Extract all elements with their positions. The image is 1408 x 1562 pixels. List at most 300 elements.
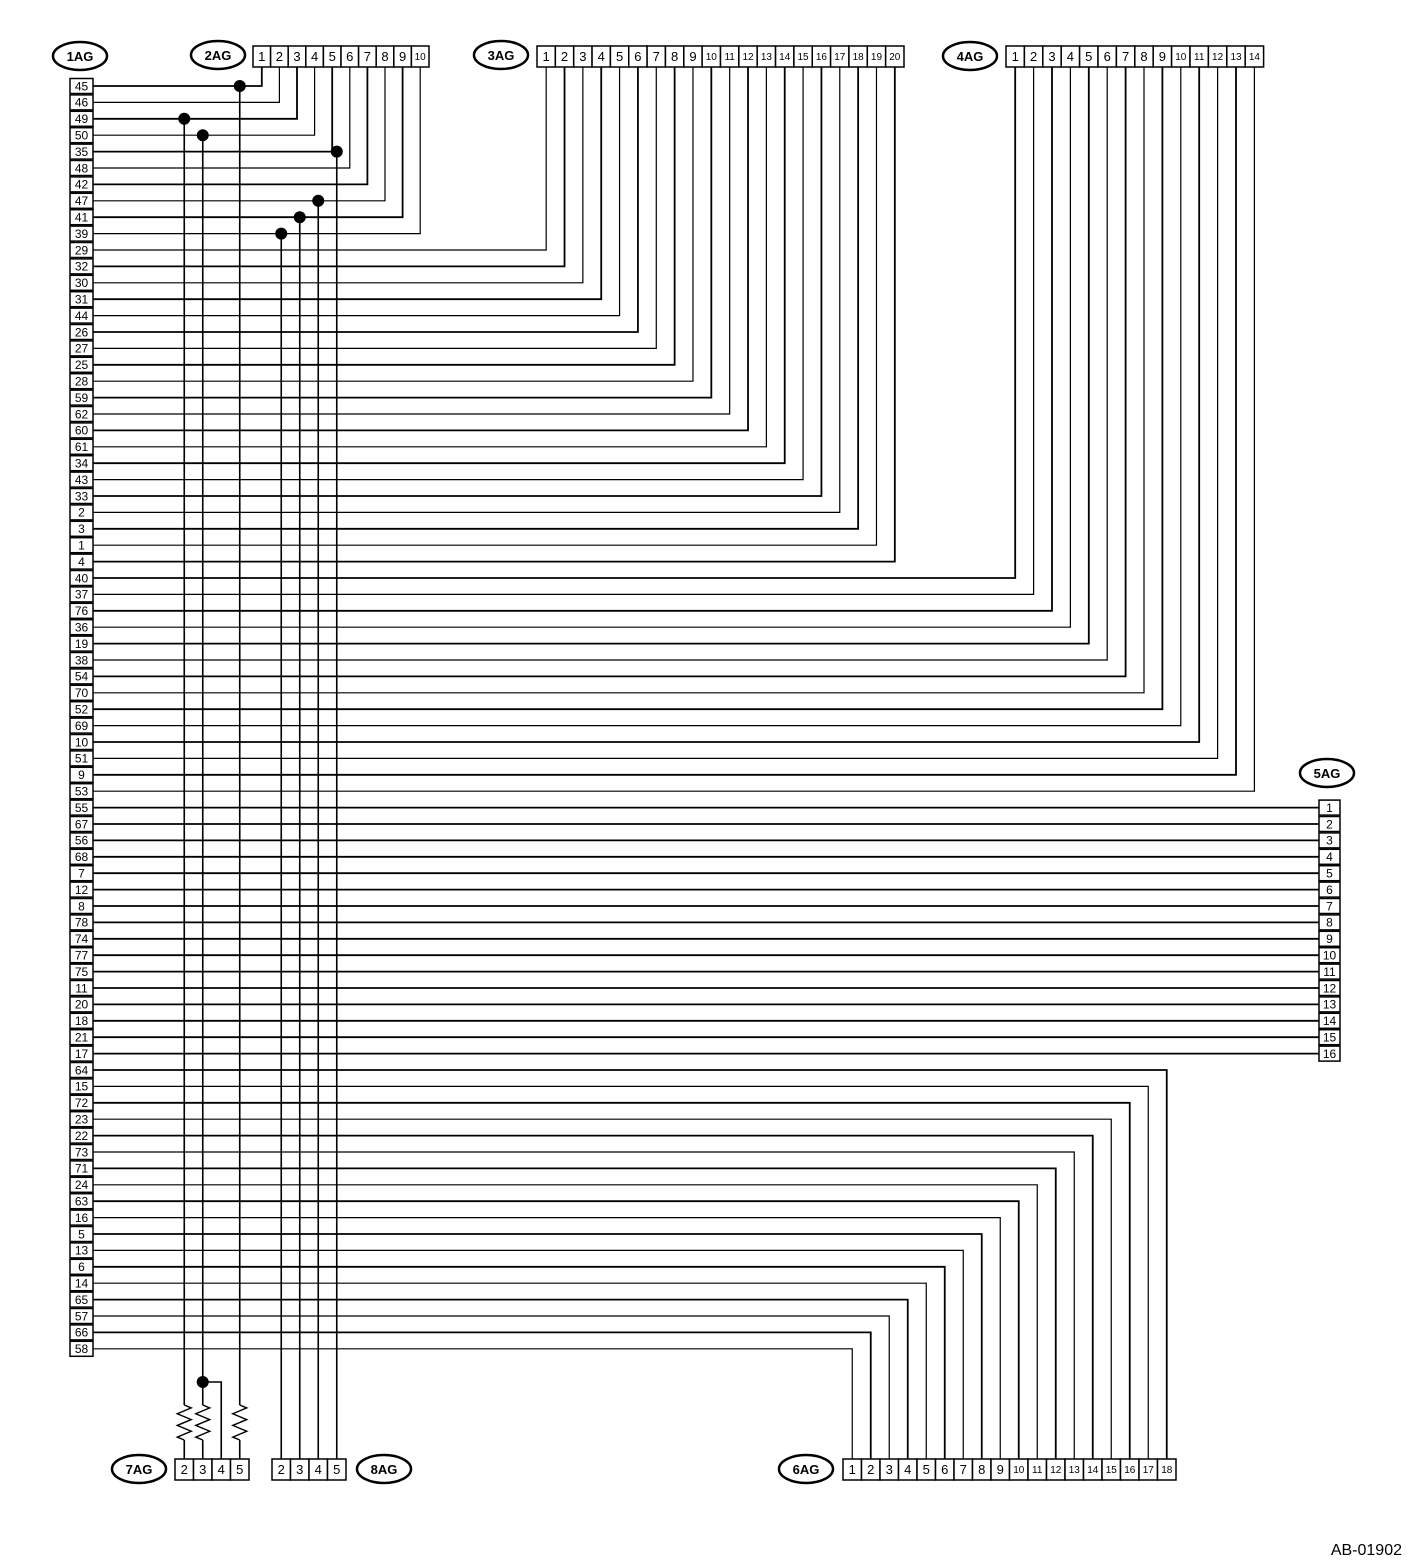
wires bbox=[93, 67, 1319, 1459]
pin-4ag-1 bbox=[1006, 46, 1024, 67]
pin-3ag-1 bbox=[537, 46, 555, 67]
svg-text:19: 19 bbox=[870, 52, 883, 64]
svg-text:67: 67 bbox=[74, 817, 89, 832]
svg-text:10: 10 bbox=[1175, 52, 1187, 64]
splice-dot-45 bbox=[234, 80, 246, 92]
pin-1ag-4 bbox=[70, 554, 93, 569]
svg-text:3: 3 bbox=[78, 522, 85, 537]
wire-1ag-42-2ag-7 bbox=[93, 67, 367, 184]
pin-2ag-1 bbox=[253, 46, 271, 67]
pin-4ag-2 bbox=[1024, 46, 1042, 67]
wire-1ag-15-6ag-17 bbox=[93, 1086, 1148, 1459]
svg-text:51: 51 bbox=[74, 751, 89, 766]
pin-3ag-2 bbox=[555, 46, 573, 67]
pin-4ag-9 bbox=[1153, 46, 1171, 67]
svg-text:5: 5 bbox=[333, 1462, 341, 1478]
splice-dot-41 bbox=[294, 211, 306, 223]
pin-8ag-3 bbox=[291, 1459, 310, 1480]
pin-8ag-5 bbox=[328, 1459, 347, 1480]
pin-1ag-28 bbox=[70, 374, 93, 389]
svg-text:66: 66 bbox=[74, 1325, 89, 1340]
svg-text:41: 41 bbox=[74, 210, 89, 225]
svg-text:9: 9 bbox=[398, 49, 407, 65]
svg-text:8: 8 bbox=[381, 49, 389, 65]
svg-text:56: 56 bbox=[74, 833, 89, 848]
svg-text:52: 52 bbox=[74, 702, 89, 717]
svg-text:40: 40 bbox=[74, 571, 89, 586]
connector-4ag-label bbox=[943, 42, 997, 70]
svg-text:24: 24 bbox=[74, 1178, 89, 1193]
svg-text:14: 14 bbox=[1248, 52, 1260, 64]
wire-1ag-72-6ag-16 bbox=[93, 1103, 1130, 1459]
pin-1ag-53 bbox=[70, 784, 93, 799]
svg-text:5AG: 5AG bbox=[1313, 766, 1341, 781]
svg-text:75: 75 bbox=[74, 964, 89, 979]
svg-text:15: 15 bbox=[1322, 1030, 1337, 1045]
pin-1ag-78 bbox=[70, 915, 93, 930]
svg-text:49: 49 bbox=[74, 112, 89, 127]
wire-1ag-25-3ag-8 bbox=[93, 67, 675, 365]
pin-1ag-46 bbox=[70, 95, 93, 110]
svg-text:69: 69 bbox=[74, 718, 89, 733]
pin-1ag-1 bbox=[70, 538, 93, 553]
connector-1ag-label bbox=[53, 42, 107, 70]
pin-1ag-43 bbox=[70, 472, 93, 487]
splice-dot-47 bbox=[312, 195, 324, 207]
svg-text:65: 65 bbox=[74, 1292, 89, 1307]
svg-text:3: 3 bbox=[1048, 49, 1056, 65]
svg-text:16: 16 bbox=[1124, 1465, 1136, 1477]
wire-1ag-1-3ag-19 bbox=[93, 67, 876, 545]
wire-1ag-29-3ag-1 bbox=[93, 67, 546, 250]
svg-text:46: 46 bbox=[74, 95, 89, 110]
svg-text:62: 62 bbox=[74, 407, 89, 422]
pin-1ag-24 bbox=[70, 1177, 93, 1192]
pin-1ag-74 bbox=[70, 931, 93, 946]
svg-text:70: 70 bbox=[74, 686, 89, 701]
svg-text:17: 17 bbox=[74, 1046, 89, 1061]
svg-text:1: 1 bbox=[1011, 49, 1019, 65]
pin-5ag-8 bbox=[1319, 915, 1340, 930]
svg-text:1AG: 1AG bbox=[66, 49, 94, 64]
svg-text:72: 72 bbox=[74, 1096, 89, 1111]
wire-1ag-16-6ag-9 bbox=[93, 1218, 1000, 1459]
svg-text:55: 55 bbox=[74, 800, 89, 815]
splice-dot-39 bbox=[275, 228, 287, 240]
pin-1ag-33 bbox=[70, 489, 93, 504]
pin-4ag-14 bbox=[1245, 46, 1263, 67]
splice-dot-50 bbox=[197, 129, 209, 141]
svg-text:17: 17 bbox=[1142, 1465, 1154, 1477]
pin-6ag-16 bbox=[1121, 1459, 1140, 1480]
svg-text:2: 2 bbox=[1029, 49, 1038, 65]
svg-text:4AG: 4AG bbox=[956, 49, 984, 64]
pin-1ag-17 bbox=[70, 1046, 93, 1061]
pin-1ag-9 bbox=[70, 767, 93, 782]
svg-text:6: 6 bbox=[346, 49, 354, 65]
resistor-7ag-2 bbox=[177, 1405, 191, 1440]
wire-1ag-49-2ag-3 bbox=[93, 67, 297, 119]
svg-text:78: 78 bbox=[74, 915, 89, 930]
svg-text:12: 12 bbox=[742, 52, 754, 64]
wire-1ag-52-4ag-9 bbox=[93, 67, 1162, 709]
pin-6ag-3 bbox=[880, 1459, 899, 1480]
pin-6ag-1 bbox=[843, 1459, 862, 1480]
pin-4ag-8 bbox=[1135, 46, 1153, 67]
pin-1ag-48 bbox=[70, 161, 93, 176]
svg-text:4: 4 bbox=[217, 1462, 225, 1478]
svg-text:5: 5 bbox=[78, 1227, 85, 1242]
svg-text:11: 11 bbox=[75, 981, 88, 996]
pin-1ag-59 bbox=[70, 390, 93, 405]
pin-5ag-3 bbox=[1319, 833, 1340, 848]
pin-1ag-3 bbox=[70, 521, 93, 536]
svg-text:6: 6 bbox=[1103, 49, 1111, 65]
pin-1ag-68 bbox=[70, 849, 93, 864]
pin-5ag-9 bbox=[1319, 931, 1340, 946]
connector-7ag-label bbox=[112, 1455, 166, 1483]
figure-code: AB-01902 bbox=[1330, 1542, 1402, 1559]
svg-text:11: 11 bbox=[1194, 52, 1205, 64]
pin-5ag-16 bbox=[1319, 1046, 1340, 1061]
pin-6ag-15 bbox=[1102, 1459, 1121, 1480]
pin-1ag-50 bbox=[70, 128, 93, 143]
pin-1ag-52 bbox=[70, 702, 93, 717]
svg-text:8: 8 bbox=[1326, 915, 1333, 930]
wire-1ag-19-4ag-5 bbox=[93, 67, 1089, 644]
connector-6ag-label bbox=[779, 1455, 833, 1483]
svg-text:1: 1 bbox=[258, 49, 266, 65]
svg-text:7: 7 bbox=[1121, 49, 1130, 65]
pin-5ag-1 bbox=[1319, 800, 1340, 815]
splice-dot-49 bbox=[178, 113, 190, 125]
connector-5ag-label bbox=[1300, 759, 1354, 787]
wire-1ag-34-3ag-14 bbox=[93, 67, 785, 463]
svg-text:61: 61 bbox=[74, 440, 89, 455]
pin-6ag-5 bbox=[917, 1459, 936, 1480]
svg-text:44: 44 bbox=[74, 308, 89, 323]
svg-text:14: 14 bbox=[1087, 1465, 1099, 1477]
pin-6ag-2 bbox=[862, 1459, 881, 1480]
pin-1ag-66 bbox=[70, 1325, 93, 1340]
wire-1ag-43-3ag-15 bbox=[93, 67, 803, 480]
svg-text:9: 9 bbox=[996, 1462, 1004, 1478]
pin-6ag-9 bbox=[991, 1459, 1010, 1480]
pin-2ag-10 bbox=[411, 46, 429, 67]
svg-text:2AG: 2AG bbox=[204, 48, 232, 63]
svg-text:77: 77 bbox=[74, 948, 89, 963]
svg-text:13: 13 bbox=[760, 52, 772, 64]
pin-4ag-11 bbox=[1190, 46, 1208, 67]
pin-1ag-26 bbox=[70, 325, 93, 340]
wire-1ag-26-3ag-6 bbox=[93, 67, 638, 332]
svg-text:23: 23 bbox=[74, 1112, 89, 1127]
pin-7ag-4 bbox=[212, 1459, 231, 1480]
pin-5ag-6 bbox=[1319, 882, 1340, 897]
svg-text:7: 7 bbox=[363, 49, 372, 65]
pin-6ag-6 bbox=[936, 1459, 955, 1480]
svg-text:53: 53 bbox=[74, 784, 89, 799]
resistor-7ag-3 bbox=[196, 1405, 210, 1440]
svg-text:8: 8 bbox=[978, 1462, 986, 1478]
pin-5ag-7 bbox=[1319, 899, 1340, 914]
pin-1ag-62 bbox=[70, 407, 93, 422]
svg-text:60: 60 bbox=[74, 423, 89, 438]
wire-1ag-64-6ag-18 bbox=[93, 1070, 1167, 1459]
svg-text:71: 71 bbox=[74, 1161, 89, 1176]
pin-3ag-15 bbox=[794, 46, 812, 67]
svg-text:15: 15 bbox=[74, 1079, 89, 1094]
pin-6ag-13 bbox=[1065, 1459, 1084, 1480]
pin-3ag-19 bbox=[867, 46, 885, 67]
pin-1ag-65 bbox=[70, 1292, 93, 1307]
pin-6ag-14 bbox=[1084, 1459, 1103, 1480]
svg-text:48: 48 bbox=[74, 161, 89, 176]
pin-4ag-6 bbox=[1098, 46, 1116, 67]
svg-text:13: 13 bbox=[1068, 1465, 1080, 1477]
svg-text:15: 15 bbox=[1105, 1465, 1117, 1477]
svg-text:35: 35 bbox=[74, 144, 89, 159]
pin-1ag-41 bbox=[70, 210, 93, 225]
pin-1ag-42 bbox=[70, 177, 93, 192]
svg-text:10: 10 bbox=[1322, 948, 1337, 963]
wire-1ag-9-4ag-13 bbox=[93, 67, 1236, 775]
wire-1ag-14-6ag-5 bbox=[93, 1283, 926, 1459]
svg-text:34: 34 bbox=[74, 456, 89, 471]
connector-8ag-label bbox=[357, 1455, 411, 1483]
connector-2ag-label bbox=[191, 41, 245, 69]
svg-text:3AG: 3AG bbox=[487, 48, 515, 63]
pin-1ag-32 bbox=[70, 259, 93, 274]
pin-1ag-39 bbox=[70, 226, 93, 241]
svg-text:22: 22 bbox=[74, 1128, 89, 1143]
pin-3ag-14 bbox=[776, 46, 794, 67]
svg-text:2: 2 bbox=[1326, 817, 1333, 832]
svg-text:18: 18 bbox=[74, 1014, 89, 1029]
pin-1ag-21 bbox=[70, 1030, 93, 1045]
svg-text:2: 2 bbox=[277, 1462, 285, 1478]
svg-text:4: 4 bbox=[1326, 850, 1333, 865]
pin-1ag-73 bbox=[70, 1145, 93, 1160]
pin-1ag-5 bbox=[70, 1227, 93, 1242]
wire-1ag-50-2ag-4 bbox=[93, 67, 315, 135]
pin-1ag-37 bbox=[70, 587, 93, 602]
wire-1ag-54-4ag-7 bbox=[93, 67, 1126, 676]
wire-1ag-37-4ag-2 bbox=[93, 67, 1034, 594]
svg-text:13: 13 bbox=[74, 1243, 89, 1258]
svg-text:59: 59 bbox=[74, 390, 89, 405]
svg-text:16: 16 bbox=[1322, 1046, 1337, 1061]
pin-6ag-8 bbox=[973, 1459, 992, 1480]
svg-text:11: 11 bbox=[724, 52, 735, 64]
svg-text:4: 4 bbox=[597, 49, 605, 65]
wire-1ag-27-3ag-7 bbox=[93, 67, 656, 348]
svg-text:58: 58 bbox=[74, 1342, 89, 1357]
svg-text:20: 20 bbox=[74, 997, 89, 1012]
pin-3ag-8 bbox=[665, 46, 683, 67]
pin-3ag-17 bbox=[831, 46, 849, 67]
pin-1ag-11 bbox=[70, 981, 93, 996]
svg-text:27: 27 bbox=[74, 341, 89, 356]
pin-2ag-7 bbox=[359, 46, 377, 67]
svg-text:73: 73 bbox=[74, 1145, 89, 1160]
svg-text:45: 45 bbox=[74, 79, 89, 94]
svg-text:38: 38 bbox=[74, 653, 89, 668]
svg-text:19: 19 bbox=[74, 636, 89, 651]
pin-1ag-25 bbox=[70, 357, 93, 372]
pin-3ag-10 bbox=[702, 46, 720, 67]
svg-text:18: 18 bbox=[1161, 1465, 1173, 1477]
wire-1ag-4-3ag-20 bbox=[93, 67, 895, 562]
pin-1ag-40 bbox=[70, 571, 93, 586]
pin-5ag-13 bbox=[1319, 997, 1340, 1012]
svg-text:4: 4 bbox=[78, 554, 85, 569]
svg-text:76: 76 bbox=[74, 604, 89, 619]
pin-5ag-4 bbox=[1319, 849, 1340, 864]
pin-1ag-12 bbox=[70, 882, 93, 897]
wire-1ag-48-2ag-6 bbox=[93, 67, 350, 168]
svg-text:2: 2 bbox=[560, 49, 569, 65]
pin-6ag-10 bbox=[1010, 1459, 1029, 1480]
pin-1ag-18 bbox=[70, 1013, 93, 1028]
pin-3ag-18 bbox=[849, 46, 867, 67]
svg-text:11: 11 bbox=[1032, 1465, 1043, 1477]
pin-1ag-44 bbox=[70, 308, 93, 323]
svg-text:50: 50 bbox=[74, 128, 89, 143]
svg-text:14: 14 bbox=[779, 52, 791, 64]
pin-6ag-17 bbox=[1139, 1459, 1158, 1480]
pin-1ag-30 bbox=[70, 275, 93, 290]
svg-text:12: 12 bbox=[1212, 52, 1224, 64]
svg-text:2: 2 bbox=[275, 49, 284, 65]
svg-text:47: 47 bbox=[74, 194, 89, 209]
pin-7ag-2 bbox=[175, 1459, 194, 1480]
svg-text:7: 7 bbox=[78, 866, 85, 881]
pin-1ag-36 bbox=[70, 620, 93, 635]
pin-1ag-22 bbox=[70, 1128, 93, 1143]
svg-text:3: 3 bbox=[296, 1462, 304, 1478]
svg-text:17: 17 bbox=[834, 52, 846, 64]
wire-1ag-5-6ag-8 bbox=[93, 1234, 982, 1459]
wire-1ag-44-3ag-5 bbox=[93, 67, 620, 316]
svg-text:8: 8 bbox=[671, 49, 679, 65]
pin-1ag-47 bbox=[70, 193, 93, 208]
svg-text:10: 10 bbox=[74, 735, 89, 750]
svg-text:5: 5 bbox=[328, 49, 336, 65]
svg-text:4: 4 bbox=[314, 1462, 322, 1478]
svg-text:74: 74 bbox=[74, 932, 89, 947]
wire-1ag-41-2ag-9 bbox=[93, 67, 403, 217]
svg-text:13: 13 bbox=[1322, 997, 1337, 1012]
svg-text:11: 11 bbox=[1323, 964, 1336, 979]
pin-2ag-6 bbox=[341, 46, 359, 67]
svg-text:1: 1 bbox=[542, 49, 550, 65]
wire-1ag-38-4ag-6 bbox=[93, 67, 1107, 660]
pin-3ag-12 bbox=[739, 46, 757, 67]
pin-1ag-27 bbox=[70, 341, 93, 356]
svg-text:1: 1 bbox=[848, 1462, 856, 1478]
svg-text:3: 3 bbox=[885, 1462, 893, 1478]
svg-text:10: 10 bbox=[705, 52, 717, 64]
svg-text:68: 68 bbox=[74, 850, 89, 865]
svg-text:37: 37 bbox=[74, 587, 89, 602]
svg-text:21: 21 bbox=[74, 1030, 89, 1045]
svg-text:9: 9 bbox=[689, 49, 697, 65]
pin-1ag-15 bbox=[70, 1079, 93, 1094]
pin-1ag-61 bbox=[70, 439, 93, 454]
svg-text:33: 33 bbox=[74, 489, 89, 504]
pin-1ag-58 bbox=[70, 1341, 93, 1356]
svg-text:13: 13 bbox=[1230, 52, 1242, 64]
wire-7ag-4-branch bbox=[203, 1382, 222, 1459]
pin-1ag-2 bbox=[70, 505, 93, 520]
pin-2ag-3 bbox=[288, 46, 306, 67]
svg-text:3: 3 bbox=[579, 49, 587, 65]
svg-text:26: 26 bbox=[74, 325, 89, 340]
pin-1ag-34 bbox=[70, 456, 93, 471]
svg-text:2: 2 bbox=[867, 1462, 875, 1478]
pin-5ag-14 bbox=[1319, 1013, 1340, 1028]
svg-text:7: 7 bbox=[652, 49, 660, 65]
pin-1ag-6 bbox=[70, 1259, 93, 1274]
svg-text:9: 9 bbox=[78, 768, 85, 783]
svg-text:14: 14 bbox=[1322, 1014, 1337, 1029]
pin-4ag-13 bbox=[1227, 46, 1245, 67]
svg-text:63: 63 bbox=[74, 1194, 89, 1209]
pin-6ag-12 bbox=[1047, 1459, 1066, 1480]
wire-1ag-66-6ag-2 bbox=[93, 1332, 871, 1459]
wire-1ag-65-6ag-4 bbox=[93, 1300, 908, 1459]
svg-text:7AG: 7AG bbox=[125, 1462, 153, 1477]
pin-1ag-10 bbox=[70, 735, 93, 750]
pin-1ag-72 bbox=[70, 1095, 93, 1110]
pin-7ag-3 bbox=[194, 1459, 213, 1480]
pin-1ag-45 bbox=[70, 79, 93, 94]
svg-text:12: 12 bbox=[1050, 1465, 1062, 1477]
pin-1ag-54 bbox=[70, 669, 93, 684]
pin-1ag-77 bbox=[70, 948, 93, 963]
pin-1ag-55 bbox=[70, 800, 93, 815]
svg-text:16: 16 bbox=[815, 52, 827, 64]
svg-text:3: 3 bbox=[199, 1462, 207, 1478]
wire-1ag-63-6ag-10 bbox=[93, 1201, 1019, 1459]
pin-1ag-35 bbox=[70, 144, 93, 159]
pin-1ag-67 bbox=[70, 817, 93, 832]
svg-text:15: 15 bbox=[797, 52, 809, 64]
pin-boxes bbox=[70, 46, 1340, 1480]
pin-5ag-15 bbox=[1319, 1030, 1340, 1045]
pin-1ag-13 bbox=[70, 1243, 93, 1258]
splice-dot-35 bbox=[331, 146, 343, 158]
pin-4ag-5 bbox=[1080, 46, 1098, 67]
svg-text:5: 5 bbox=[1085, 49, 1093, 65]
svg-text:28: 28 bbox=[74, 374, 89, 389]
svg-text:36: 36 bbox=[74, 620, 89, 635]
pin-1ag-29 bbox=[70, 243, 93, 258]
pin-3ag-7 bbox=[647, 46, 665, 67]
svg-text:32: 32 bbox=[74, 259, 89, 274]
svg-text:10: 10 bbox=[414, 52, 426, 64]
svg-text:4: 4 bbox=[904, 1462, 912, 1478]
wire-1ag-53-4ag-14 bbox=[93, 67, 1254, 791]
svg-text:1: 1 bbox=[1326, 800, 1333, 815]
pin-1ag-70 bbox=[70, 685, 93, 700]
svg-text:14: 14 bbox=[74, 1276, 89, 1291]
svg-text:9: 9 bbox=[1158, 49, 1167, 65]
pin-8ag-2 bbox=[272, 1459, 291, 1480]
pin-1ag-56 bbox=[70, 833, 93, 848]
pin-1ag-75 bbox=[70, 964, 93, 979]
